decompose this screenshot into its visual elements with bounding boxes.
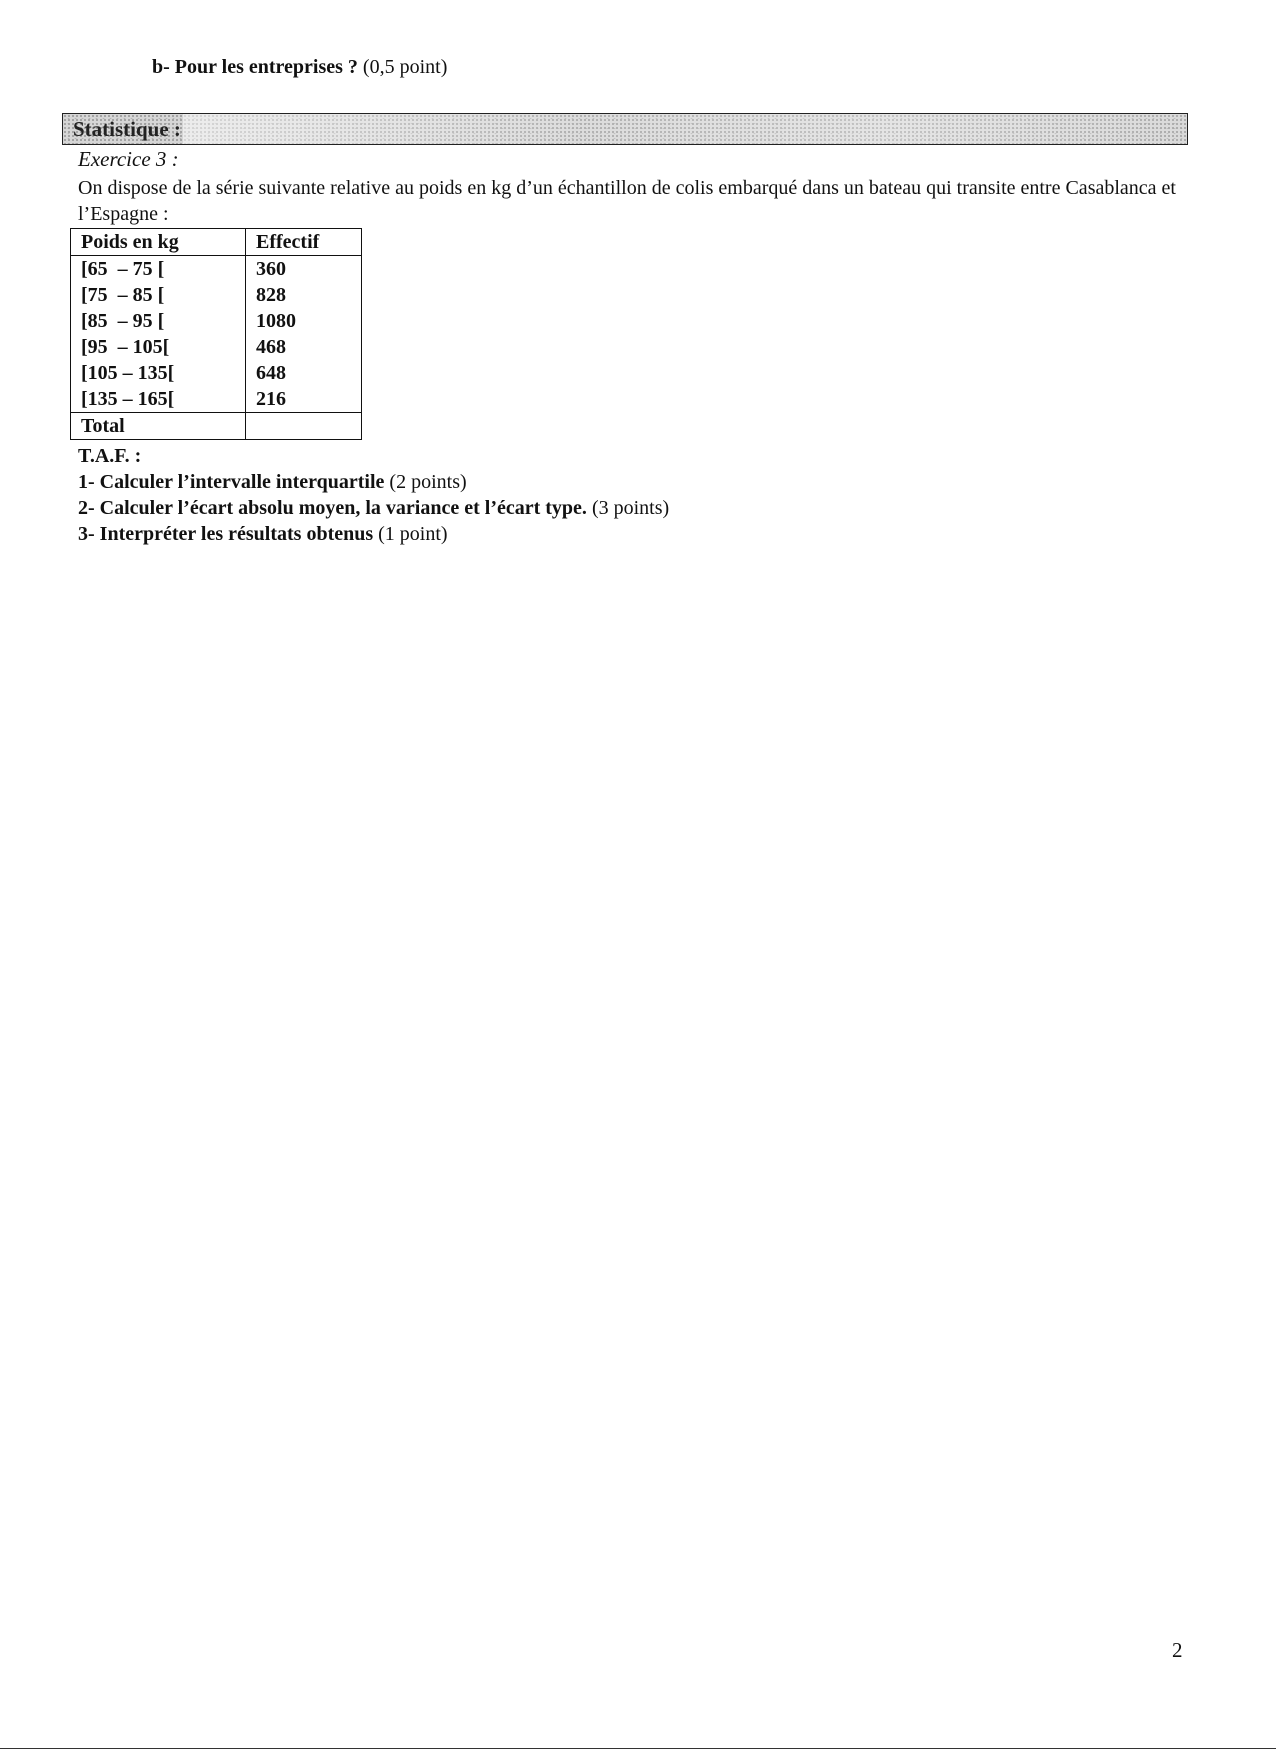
table-row — [71, 256, 362, 283]
interval-cell: [65 – 75 [ — [71, 256, 246, 283]
task-points: (2 points) — [384, 471, 467, 493]
task-text: 1- Calculer l’intervalle interquartile — [78, 471, 385, 493]
interval-cell: [75 – 85 [ — [71, 282, 246, 308]
table-header-row — [71, 229, 362, 256]
table-row — [71, 308, 362, 334]
task-text: 2- Calculer l’écart absolu moyen, la variance et l’écart type. — [78, 497, 587, 519]
interval-cell: [95 – 105[ — [71, 334, 246, 360]
effectif-cell: 828 — [246, 282, 362, 308]
effectif-cell: 360 — [246, 256, 362, 283]
question-b-points: (0,5 point) — [357, 56, 448, 78]
effectif-cell: 216 — [246, 386, 362, 413]
section-header-bar — [62, 113, 1188, 145]
section-header-texture — [183, 114, 1187, 144]
interval-cell: [135 – 165[ — [71, 386, 246, 413]
total-label-cell: Total — [71, 413, 246, 440]
task-item — [78, 523, 448, 546]
question-b — [152, 56, 447, 79]
interval-cell: [85 – 95 [ — [71, 308, 246, 334]
table-row — [71, 360, 362, 386]
page-number: 2 — [1172, 1638, 1183, 1662]
question-b-label: b- Pour les entreprises ? — [152, 56, 358, 78]
total-value-cell — [246, 413, 362, 440]
weight-frequency-table — [70, 228, 362, 440]
interval-cell: [105 – 135[ — [71, 360, 246, 386]
bottom-rule — [0, 1748, 1276, 1749]
table-total-row — [71, 413, 362, 440]
column-header-effectif: Effectif — [246, 229, 362, 256]
task-item — [78, 471, 467, 494]
task-points: (3 points) — [586, 497, 670, 519]
task-item — [78, 497, 669, 520]
exercise-intro: On dispose de la série suivante relative au poids en kg d’un échantillon de colis embarqué dans un bateau qui transite entre Casablanca et l’Espagne : — [78, 177, 1176, 225]
task-text: 3- Interpréter les résultats obtenus — [78, 523, 374, 545]
effectif-cell: 468 — [246, 334, 362, 360]
column-header-weight: Poids en kg — [71, 229, 246, 256]
table-row — [71, 386, 362, 413]
task-points: (1 point) — [373, 523, 448, 545]
table-row — [71, 334, 362, 360]
effectif-cell: 1080 — [246, 308, 362, 334]
exercise-title: Exercice 3 : — [78, 147, 179, 171]
taf-label: T.A.F. : — [78, 445, 142, 467]
table-row — [71, 282, 362, 308]
section-title: Statistique : — [73, 117, 181, 141]
effectif-cell: 648 — [246, 360, 362, 386]
